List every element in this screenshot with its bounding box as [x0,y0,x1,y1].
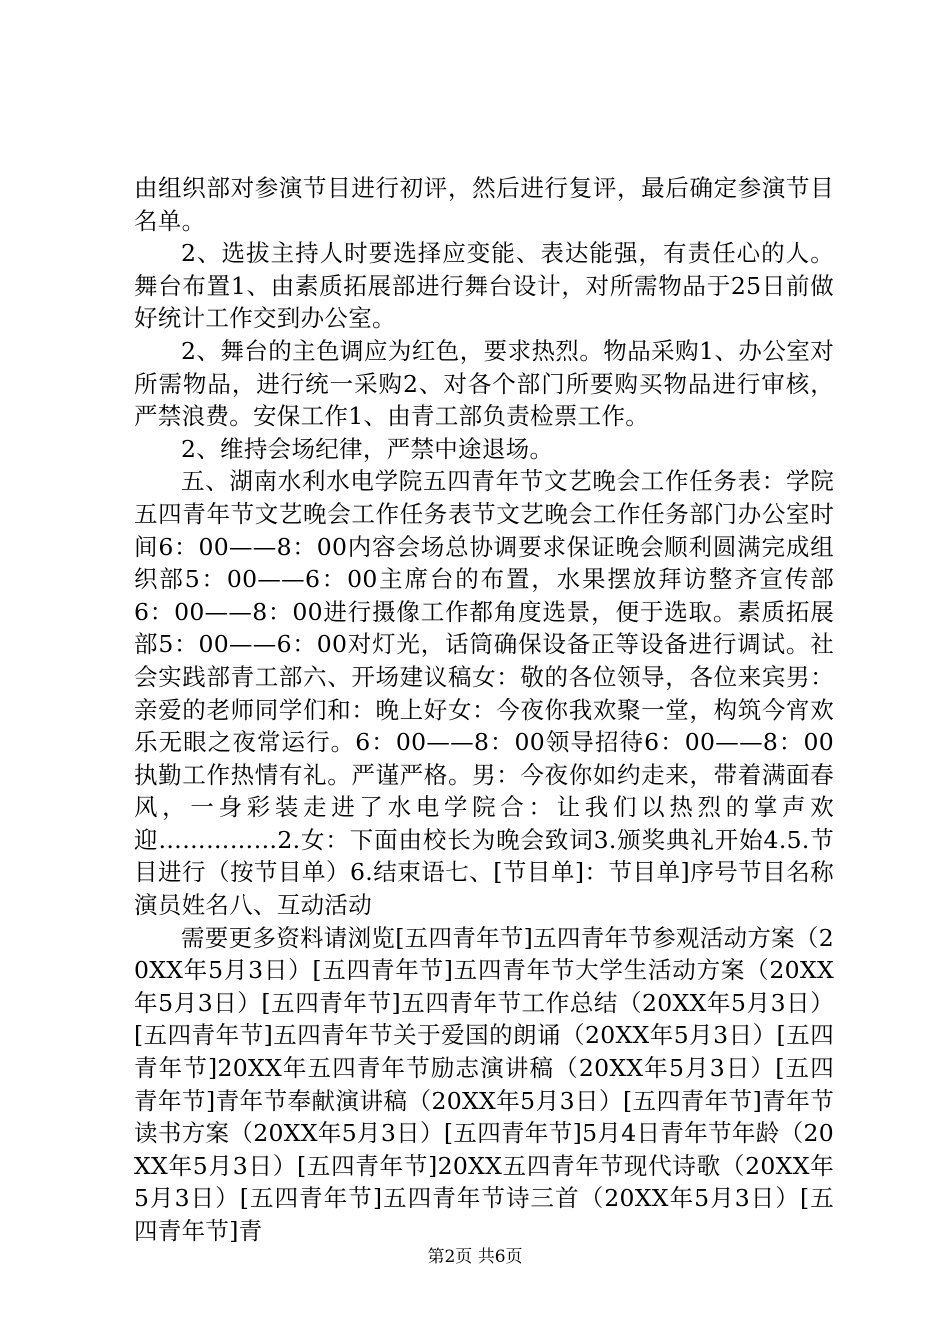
document-body [134,172,834,1248]
paragraph-2: 2、选拔主持人时要选择应变能、表达能强，有责任心的人。舞台布置1、由素质拓展部进行舞台设计，对所需物品于25日前做好统计工作交到办公室。 [134,239,834,333]
paragraph-3: 2、舞台的主色调应为红色，要求热烈。物品采购1、办公室对所需物品，进行统一采购2、对各个部门所要购买物品进行审核，严禁浪费。安保工作1、由青工部负责检票工作。 [134,336,834,431]
paragraph-6: 需要更多资料请浏览[五四青年节]五四青年节参观活动方案（20XX年5月3日）[五四青年节]五四青年节大学生活动方案（20XX年5月3日）[五四青年节]五四青年节工作总结（20XX年5月3日）[五四青年节]五四青年节关于爱国的朗诵（20XX年5月3日）[五四青年节]20XX年五四青年节励志演讲稿（20XX年5月3日）[五四青年节]青年节奉献演讲稿（20XX年5月3日）[五四青年节]青年节读书方案（20XX年5月3日）[五四青年节]5月4日青年节年龄（20XX年5月3日）[五四青年节]20XX五四青年节现代诗歌（20XX年5月3日）[五四青年节]五四青年节诗三首（20XX年5月3日）[五四青年节]青 [134,923,834,1245]
paragraph-5: 五、湖南水利水电学院五四青年节文艺晚会工作任务表：学院五四青年节文艺晚会工作任务表节文艺晚会工作任务部门办公室时间6：00——8：00内容会场总协调要求保证晚会顺利圆满完成组织部5：00——6：00主席台的布置，水果摆放拜访整齐宣传部6：00——8：00进行摄像工作都角度选景，便于选取。素质拓展部5：00——6：00对灯光，话筒确保设备正等设备进行调试。社会实践部青工部六、开场建议稿女：敬的各位领导，各位来宾男：亲爱的老师同学们和：晚上好女：今夜你我欢聚一堂，构筑今宵欢乐无眼之夜常运行。6：00——8：00领导招待6：00——8：00执勤工作热情有礼。严谨严格。男：今夜你如约走来，带着满面春风，一身彩装走进了水电学院合：让我们以热烈的掌声欢迎……………2.女：下面由校长为晚会致词3.颁奖典礼开始4.5.节目进行（按节目单）6.结束语七、[节目单]：节目单]序号节目名称演员姓名八、互动活动 [134,467,834,920]
page-number-footer: 第2页 共6页 [427,1247,523,1267]
paragraph-4: 2、维持会场纪律，严禁中途退场。 [181,434,554,463]
paragraph-1: 由组织部对参演节目进行初评，然后进行复评，最后确定参演节目名单。 [134,174,834,235]
